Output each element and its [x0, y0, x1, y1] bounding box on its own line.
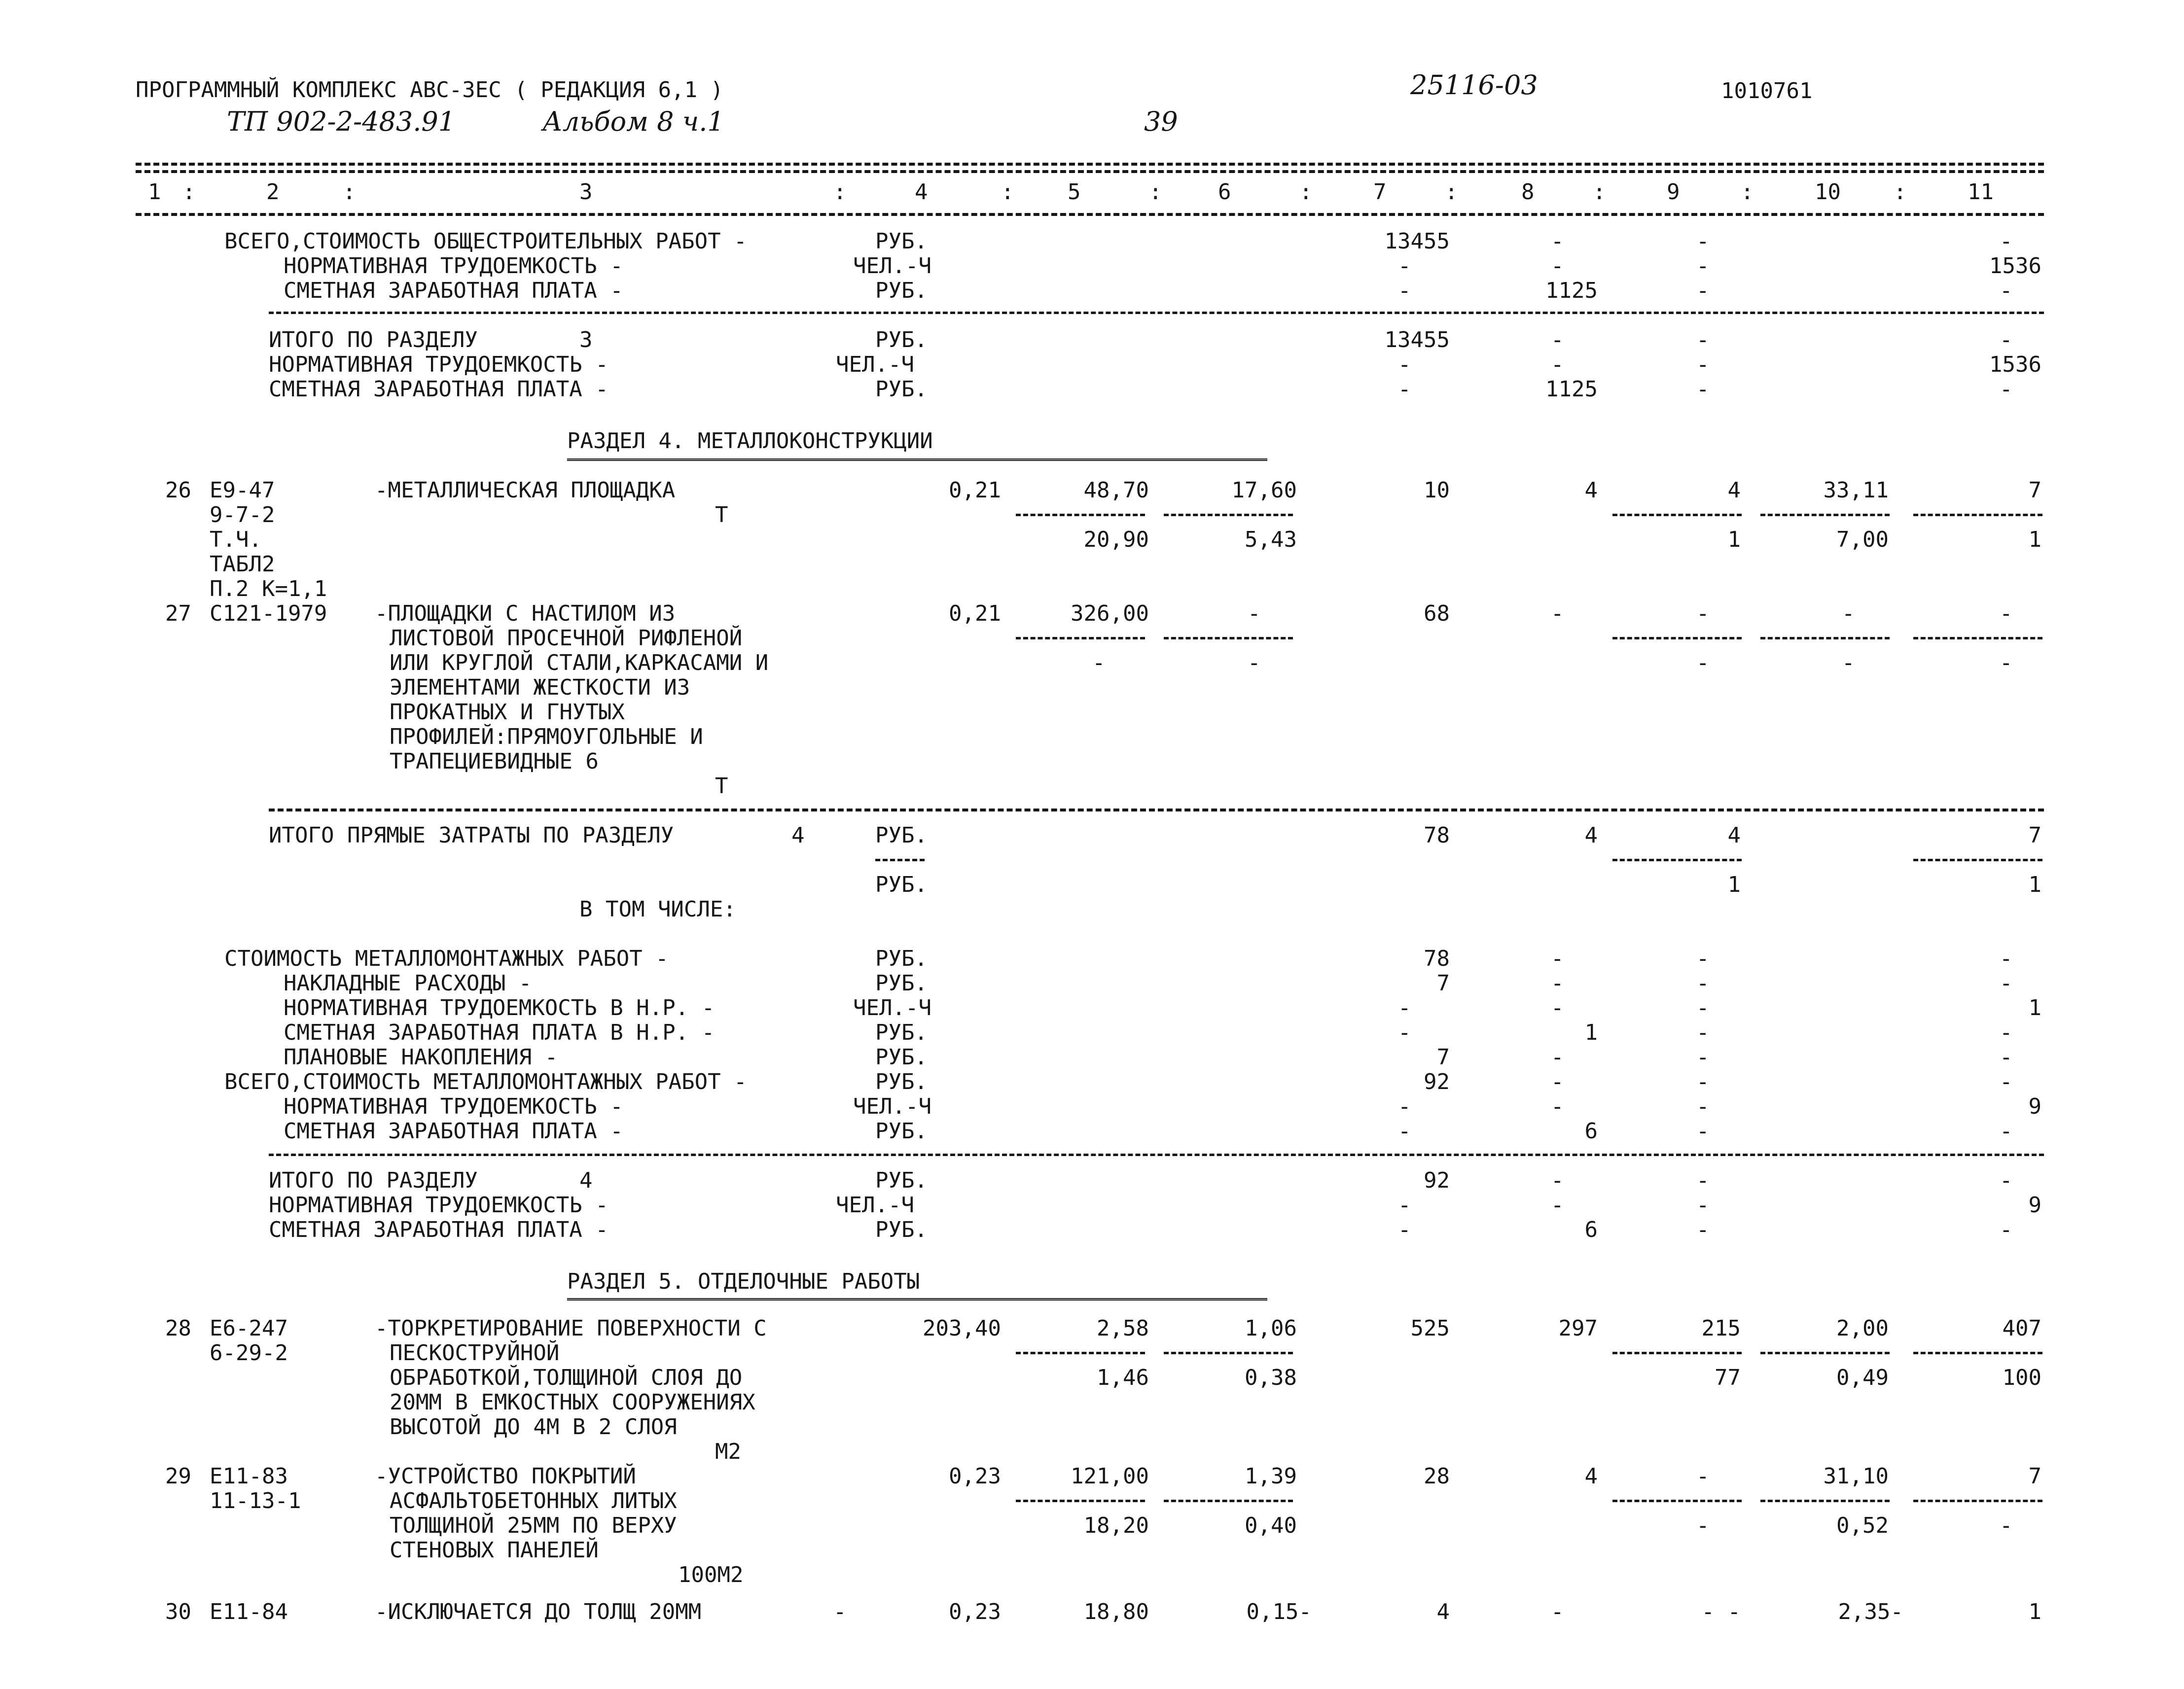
section5-title: РАЗДЕЛ 5. ОТДЕЛОЧНЫЕ РАБОТЫ — [567, 1269, 920, 1294]
itogo-wage-unit: РУБ. — [875, 1217, 928, 1242]
item-name: -ПЛОЩАДКИ С НАСТИЛОМ ИЗ — [375, 601, 676, 626]
album-reference: Альбом 8 ч.1 — [542, 106, 724, 137]
itogo-label: ИТОГО ПО РАЗДЕЛУ — [269, 1168, 478, 1193]
itogo-unit: РУБ. — [875, 1168, 928, 1193]
col-3: 3 — [579, 179, 593, 205]
itogo-norm-unit: ЧЕЛ.-Ч — [836, 1193, 914, 1218]
col-11: 11 — [1968, 179, 1994, 205]
col-5: 5 — [1068, 179, 1081, 205]
itogo-unit: РУБ. — [875, 327, 928, 352]
itogo-norm-c11: 1536 — [1989, 352, 2041, 377]
norm-c11: 1536 — [1989, 253, 2041, 279]
item-num: 28 — [165, 1316, 191, 1341]
header-rule-top-2 — [136, 170, 2044, 173]
item-unit: 100М2 — [678, 1562, 744, 1587]
col-8: 8 — [1521, 179, 1535, 205]
item-code: Е11-83 — [210, 1464, 288, 1489]
wage-c8: 1125 — [1545, 278, 1598, 303]
item-num: 26 — [165, 478, 191, 503]
wage-label: СМЕТНАЯ ЗАРАБОТНАЯ ПЛАТА - — [284, 278, 623, 303]
item-name: -ТОРКРЕТИРОВАНИЕ ПОВЕРХНОСТИ С — [375, 1316, 767, 1341]
section4-items-rule — [269, 809, 2044, 811]
itogo-num: 3 — [579, 327, 593, 352]
itogo-label: ИТОГО ПО РАЗДЕЛУ — [269, 327, 478, 352]
col-4: 4 — [915, 179, 928, 205]
col-1: 1 — [148, 179, 161, 205]
norm-label: НОРМАТИВНАЯ ТРУДОЕМКОСТЬ - — [284, 253, 623, 279]
item-name: -ИСКЛЮЧАЕТСЯ ДО ТОЛЩ 20ММ — [375, 1599, 702, 1624]
item-num: 27 — [165, 601, 191, 626]
section3-rule — [269, 312, 2044, 314]
item-unit: М2 — [715, 1439, 741, 1464]
total-c7: 13455 — [1384, 229, 1450, 254]
total-label: ВСЕГО,СТОИМОСТЬ ОБЩЕСТРОИТЕЛЬНЫХ РАБОТ - — [224, 229, 747, 254]
item-unit: Т — [715, 774, 728, 799]
itogo-norm-c11: 9 — [2028, 1193, 2041, 1218]
item-unit: Т — [715, 502, 728, 528]
col-6: 6 — [1218, 179, 1231, 205]
itogo-wage-label: СМЕТНАЯ ЗАРАБОТНАЯ ПЛАТА - — [269, 1217, 609, 1242]
col-7: 7 — [1373, 179, 1387, 205]
item-num: 29 — [165, 1464, 191, 1489]
total-unit: РУБ. — [875, 229, 928, 254]
itogo-norm-unit: ЧЕЛ.-Ч — [836, 352, 914, 377]
direct-num: 4 — [791, 823, 805, 848]
document-number: 1010761 — [1721, 78, 1813, 104]
section4-underline — [567, 458, 1267, 463]
section5-underline — [567, 1298, 1267, 1303]
item-code: С121-1979 — [210, 601, 327, 626]
direct-unit-2: РУБ. — [875, 872, 928, 897]
itogo-wage-label: СМЕТНАЯ ЗАРАБОТНАЯ ПЛАТА - — [269, 377, 609, 402]
including-label: В ТОМ ЧИСЛЕ: — [579, 897, 736, 922]
item-num: 30 — [165, 1599, 191, 1624]
project-code: 25116-03 — [1410, 70, 1538, 101]
item-name: -УСТРОЙСТВО ПОКРЫТИЙ — [375, 1464, 636, 1489]
itogo-c7: 13455 — [1384, 327, 1450, 352]
page-number: 39 — [1144, 106, 1178, 137]
direct-label: ИТОГО ПРЯМЫЕ ЗАТРАТЫ ПО РАЗДЕЛУ — [269, 823, 674, 848]
itogo-wage-c8: 6 — [1584, 1217, 1598, 1242]
col-2: 2 — [266, 179, 280, 205]
item-code: Е11-84 — [210, 1599, 288, 1624]
item-code: Е9-47 — [210, 478, 275, 503]
itogo-wage-unit: РУБ. — [875, 377, 928, 402]
itogo-c7: 92 — [1424, 1168, 1450, 1193]
item-code: Е6-247 — [210, 1316, 288, 1341]
section4-rule — [269, 1154, 2044, 1156]
header-rule-top — [136, 163, 2044, 166]
norm-unit: ЧЕЛ.-Ч — [853, 253, 931, 279]
direct-unit: РУБ. — [875, 823, 928, 848]
col-9: 9 — [1667, 179, 1680, 205]
itogo-num: 4 — [579, 1168, 593, 1193]
itogo-wage-c8: 1125 — [1545, 377, 1598, 402]
wage-unit: РУБ. — [875, 278, 928, 303]
program-title: ПРОГРАММНЫЙ КОМПЛЕКС АВС-3ЕС ( РЕДАКЦИЯ 6,1 ) — [136, 77, 724, 103]
item-name: -МЕТАЛЛИЧЕСКАЯ ПЛОЩАДКА — [375, 478, 676, 503]
itogo-norm-label: НОРМАТИВНАЯ ТРУДОЕМКОСТЬ - — [269, 1193, 609, 1218]
col-10: 10 — [1815, 179, 1841, 205]
header-rule-bottom — [136, 213, 2044, 216]
section4-title: РАЗДЕЛ 4. МЕТАЛЛОКОНСТРУКЦИИ — [567, 428, 933, 454]
itogo-norm-label: НОРМАТИВНАЯ ТРУДОЕМКОСТЬ - — [269, 352, 609, 377]
project-reference: ТП 902-2-483.91 — [227, 106, 456, 137]
